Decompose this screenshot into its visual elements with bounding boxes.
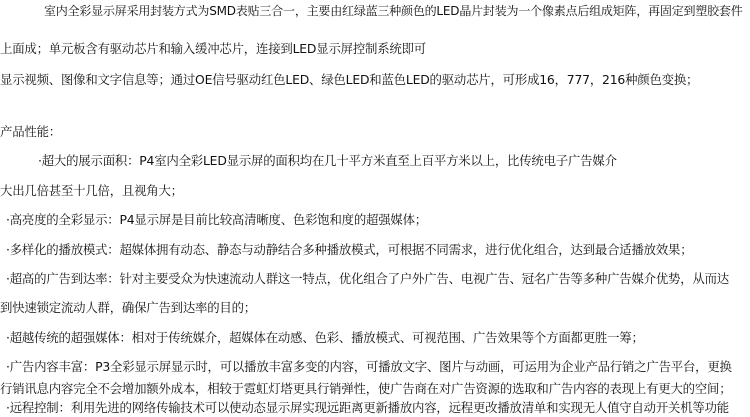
feature-2: ·高亮度的全彩显示：P4显示屏是目前比较高清晰度、色彩饱和度的超强媒体； — [6, 212, 427, 227]
feature-6-line-1: ·广告内容丰富：P3全彩显示屏显示时，可以播放丰富多变的内容，可播放文字、图片与动画，可运用为企业产品行销之广告平台，更换 — [6, 359, 732, 374]
intro-line-3: 显示视频、图像和文字信息等；通过OE信号驱动红色LED、绿色LED和蓝色LED的驱动芯片，可形成16，777，216种颜色变换； — [0, 72, 699, 87]
intro-line-2: 上面成；单元板含有驱动芯片和输入缓冲芯片，连接到LED显示屏控制系统即可 — [0, 41, 426, 56]
intro-line-1: 室内全彩显示屏采用封装方式为SMD表贴三合一，主要由红绿蓝三种颜色的LED晶片封装为一个像素点后组成矩阵，再固定到塑胶套件 — [44, 4, 743, 18]
feature-7: ·远程控制：利用先进的网络传输技术可以使动态显示屏实现远距离更新播放内容，远程更改播放清单和实现无人值守自动开关机等功能 — [6, 400, 729, 415]
feature-1-line-2: 大出几倍甚至十几倍，且视角大； — [0, 183, 183, 198]
features-heading: 产品性能： — [0, 124, 61, 139]
feature-5: ·超越传统的超强媒体：相对于传统媒介，超媒体在动感、色彩、播放模式、可视范围、广告效果等个方面都更胜一筹； — [6, 330, 644, 345]
feature-6-line-2: 行销讯息内容完全不会增加额外成本，相较于霓虹灯塔更具行销弹性，使广告商在对广告资源的选取和广告内容的表现上有更大的空间； — [0, 381, 732, 396]
feature-3: ·多样化的播放模式：超媒体拥有动态、静态与动静结合多种播放模式，可根据不同需求，进行优化组合，达到最合适播放效果； — [6, 242, 693, 257]
feature-4-line-2: 到快速锁定流动人群，确保广告到达率的目的； — [0, 300, 257, 315]
feature-4-line-1: ·超高的广告到达率：针对主要受众为快速流动人群这一特点，优化组合了户外广告、电视广告、冠名广告等多种广告媒介优势，从而达 — [6, 271, 729, 286]
feature-1-line-1: ·超大的展示面积：P4室内全彩LED显示屏的面积均在几十平方米直至上百平方米以上，比传统电子广告媒介 — [38, 153, 617, 168]
